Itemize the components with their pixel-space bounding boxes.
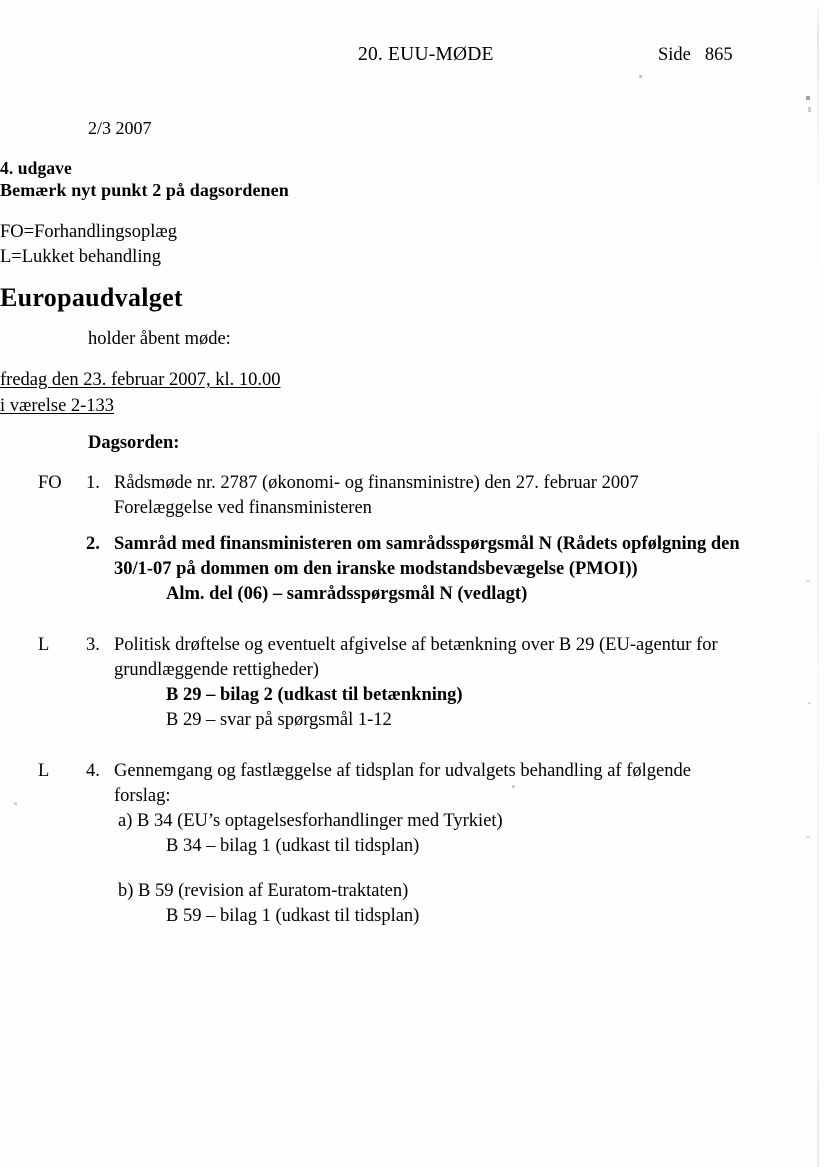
agenda-item-line: b) B 59 (revision af Euratom-traktaten) — [118, 881, 409, 901]
legend-line-l: L=Lukket behandling — [0, 247, 161, 267]
agenda-item-body — [114, 759, 747, 929]
agenda-list — [0, 471, 825, 929]
scan-speck — [639, 75, 642, 78]
edition-label: 4. udgave — [0, 158, 72, 178]
agenda-item-line: Alm. del (06) – samrådsspørgsmål N (vedlagt) — [166, 584, 528, 604]
agenda-item-line: B 29 – bilag 2 (udkast til betænkning) — [166, 685, 463, 705]
agenda-item — [0, 633, 825, 733]
agenda-item-spacer — [0, 733, 825, 759]
agenda-notice: Bemærk nyt punkt 2 på dagsordenen — [0, 180, 289, 200]
agenda-item — [0, 532, 825, 607]
agenda-item — [0, 471, 825, 521]
legend-line-fo: FO=Forhandlingsoplæg — [0, 222, 177, 242]
page-label: Side — [658, 45, 691, 65]
page-number: 865 — [704, 45, 733, 65]
agenda-item-line: 30/1-07 på dommen om den iranske modstandsbevægelse (PMOI)) — [114, 559, 638, 579]
agenda-item-line: B 29 – svar på spørgsmål 1-12 — [166, 710, 392, 730]
agenda-item-line: Gennemgang og fastlæggelse af tidsplan for udvalgets behandling af følgende — [114, 761, 691, 781]
agenda-item-number: 3. — [86, 635, 100, 655]
page-header — [0, 44, 825, 70]
line-spacer — [114, 859, 747, 879]
scan-speck — [808, 107, 811, 112]
agenda-item-line: grundlæggende rettigheder) — [114, 660, 319, 680]
agenda-item-line: Politisk drøftelse og eventuelt afgivelse af betænkning over B 29 (EU-agentur for — [114, 635, 718, 655]
agenda-item-marker: FO — [38, 473, 62, 493]
meeting-room: i værelse 2-133 — [0, 396, 115, 416]
agenda-item-line: a) B 34 (EU’s optagelsesforhandlinger med Tyrkiet) — [118, 811, 503, 831]
document-date: 2/3 2007 — [88, 118, 152, 138]
agenda-item-marker: L — [38, 761, 50, 781]
committee-title: Europaudvalget — [0, 283, 183, 312]
agenda-item-line: Rådsmøde nr. 2787 (økonomi- og finansministre) den 27. februar 2007 — [114, 473, 639, 493]
agenda-item-line: B 59 – bilag 1 (udkast til tidsplan) — [166, 906, 420, 926]
agenda-item-spacer — [0, 521, 825, 532]
agenda-item-marker: L — [38, 635, 50, 655]
meeting-details — [0, 367, 825, 419]
agenda-item — [0, 759, 825, 929]
meeting-time: fredag den 23. februar 2007, kl. 10.00 — [0, 370, 281, 390]
page-number-block — [658, 45, 733, 66]
agenda-item-number: 1. — [86, 473, 100, 493]
meeting-title: 20. EUU-MØDE — [358, 44, 494, 65]
agenda-heading: Dagsorden: — [88, 433, 180, 453]
scan-speck — [806, 96, 810, 100]
agenda-item-line: Forelæggelse ved finansministeren — [114, 498, 372, 518]
meeting-time-line — [0, 367, 825, 393]
meeting-intro: holder åbent møde: — [88, 329, 231, 349]
agenda-item-body — [114, 471, 747, 521]
agenda-item-number: 4. — [86, 761, 100, 781]
abbreviation-legend — [0, 220, 825, 270]
agenda-item-number: 2. — [86, 534, 100, 554]
agenda-item-line: forslag: — [114, 786, 171, 806]
agenda-item-body — [114, 532, 747, 607]
agenda-item-spacer — [0, 607, 825, 633]
agenda-item-body — [114, 633, 747, 733]
agenda-item-line: Samråd med finansministeren om samrådsspørgsmål N (Rådets opfølgning den — [114, 534, 740, 554]
meeting-room-line — [0, 393, 825, 419]
agenda-item-line: B 34 – bilag 1 (udkast til tidsplan) — [166, 836, 420, 856]
